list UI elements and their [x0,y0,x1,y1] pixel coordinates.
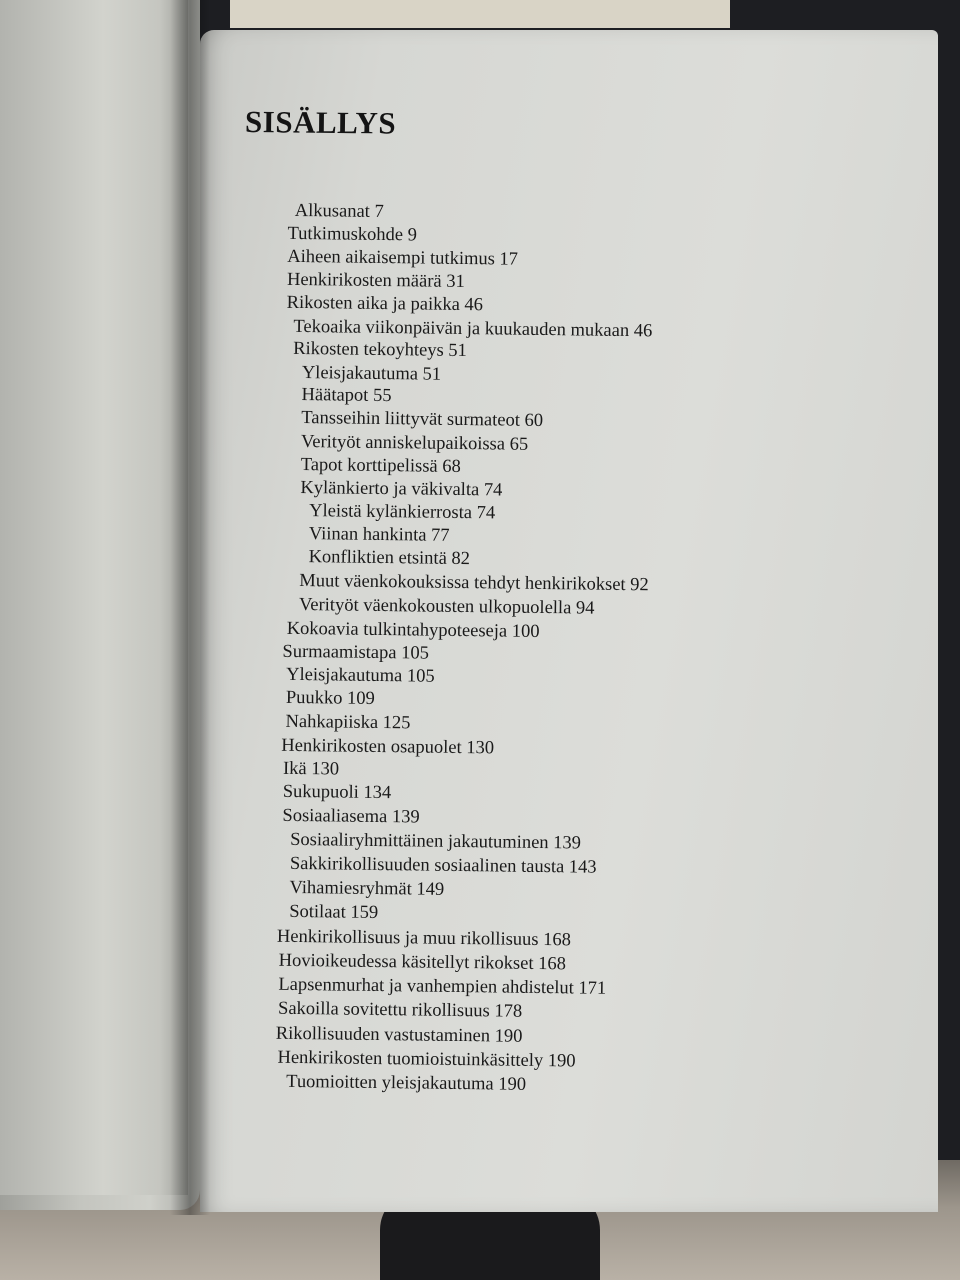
entry-title: Alkusanat 7 [294,200,384,223]
entry-page-number: 190 [498,1074,527,1095]
entry-title: Yleistä kylänkierrosta 74 [309,501,496,524]
entry-title: Rikosten tekoyhteys 51 [293,338,467,362]
entry-title: Viinan hankinta 77 [308,524,450,546]
entry-title: Vihamiesryhmät 149 [289,877,445,900]
entry-page-number: 130 [466,738,495,759]
entry-page-number: 65 [509,434,529,455]
entry-page-number: 60 [524,410,544,431]
entry-title: Rikollisuuden vastustaminen 190 [275,1023,523,1047]
entry-title: Yleisjakautuma 105 [286,664,435,687]
entry-page-number: 139 [391,807,420,828]
entry-page-number: 74 [476,503,496,524]
entry-title: Henkirikosten määrä 31 [286,269,465,293]
entry-title: Rikosten aika ja paikka 46 [286,292,484,316]
entry-page-number: 74 [483,480,503,501]
entry-title: Aiheen aikaisempi tutkimus 17 [287,246,519,270]
entry-title: Tuomioitten yleisjakautuma 190 [286,1071,527,1095]
entry-title: Verityöt anniskelupaikoissa 65 [300,432,529,455]
entry-title: Kylänkierto ja väkivalta 74 [300,478,503,501]
entry-title: Henkirikosten tuomioistuinkäsittely 190 [277,1047,576,1072]
entry-title: Surmaamistapa 105 [282,641,430,664]
entry-page-number: 51 [422,364,442,385]
entry-title: Nahkapiiska 125 [285,711,411,734]
entry-title: Sakkirikollisuuden sosiaalinen tausta 143 [289,853,597,878]
entry-title: Sosiaaliryhmittäinen jakautuminen 139 [290,829,582,854]
entry-page-number: 46 [464,295,484,316]
entry-page-number: 31 [446,271,465,293]
entry-title: Henkirikollisuus ja muu rikollisuus 168 [276,926,572,951]
entry-page-number: 92 [630,575,649,596]
page-title: SISÄLLYS [244,104,397,141]
entry-title: Muut väenkokouksissa tehdyt henkirikokset 92 [299,571,649,596]
entry-title: Tapot korttipelissä 68 [300,455,461,477]
entry-title: Ikä 130 [282,758,340,780]
entry-title: Sosiaaliasema 139 [282,805,420,828]
entry-page-number: 46 [633,321,653,342]
entry-title: Yleisjakautuma 51 [301,363,442,385]
entry-page-number: 130 [311,759,340,780]
entry-page-number: 178 [494,1001,523,1022]
entry-page-number: 125 [382,713,411,734]
entry-title: Puukko 109 [285,687,375,709]
entry-page-number: 100 [511,621,540,642]
entry-page-number: 77 [430,525,450,546]
entry-page-number: 17 [499,249,519,270]
entry-page-number: 51 [448,340,467,362]
entry-page-number: 68 [442,456,461,477]
entry-title: Lapsenmurhat ja vanhempien ahdistelut 171 [278,974,607,999]
entry-title: Henkirikosten osapuolet 130 [281,735,495,759]
entry-title: Tutkimuskohde 9 [287,223,418,246]
entry-page-number: 190 [494,1026,523,1047]
entry-title: Sukupuoli 134 [282,781,392,804]
entry-page-number: 134 [363,782,392,804]
entry-page-number: 94 [575,598,595,619]
entry-title: Kokoavia tulkintahypoteeseja 100 [286,618,540,642]
entry-page-number: 9 [407,225,418,246]
entry-page-number: 149 [416,879,445,900]
entry-page-number: 168 [538,953,567,975]
entry-page-number: 82 [451,548,471,570]
entry-page-number: 171 [578,978,607,999]
entry-title: Verityöt väenkokousten ulkopuolella 94 [298,595,595,619]
entry-title: Hovioikeudessa käsitellyt rikokset 168 [278,950,567,975]
entry-page-number: 168 [543,930,572,951]
entry-page-number: 143 [568,857,597,878]
entry-title: Sotilaat 159 [289,901,379,924]
entry-title: Konfliktien etsintä 82 [308,547,471,570]
entry-page-number: 105 [401,643,430,664]
entry-title: Tansseihin liittyvät surmateot 60 [301,408,544,431]
entry-page-number: 159 [350,902,379,924]
entry-page-number: 109 [346,688,375,709]
entry-page-number: 139 [553,833,582,854]
entry-page-number: 105 [406,666,435,687]
entry-page-number: 7 [374,201,384,223]
entry-title: Tekoaika viikonpäivän ja kuukauden mukaan 46 [293,316,653,342]
entry-title: Häätapot 55 [301,385,392,407]
entry-title: Sakoilla sovitettu rikollisuus 178 [277,998,523,1022]
entry-page-number: 55 [372,385,392,407]
entry-page-number: 190 [547,1051,576,1072]
